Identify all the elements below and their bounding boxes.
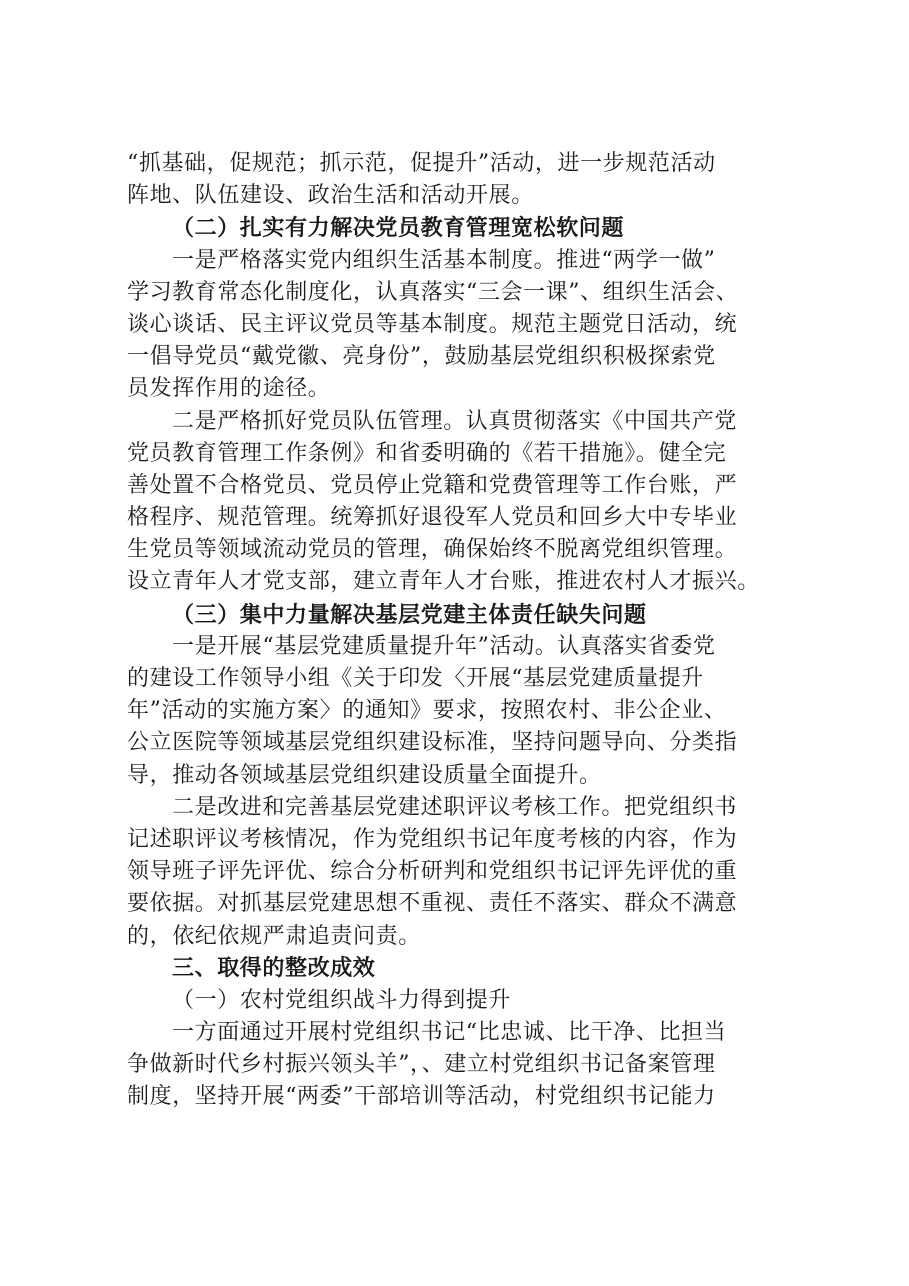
- body-text-line: 员发挥作用的途径。: [127, 376, 331, 402]
- body-text-line: 制度，坚持开展“两委”干部培训等活动，村党组织书记能力: [127, 1084, 716, 1110]
- body-text-line: 要依据。对抓基层党建思想不重视、责任不落实、群众不满意: [127, 891, 738, 917]
- body-text-line: 设立青年人才党支部，建立青年人才台账，推进农村人才振兴。: [127, 569, 760, 595]
- subsection-heading: （一）农村党组织战斗力得到提升: [172, 987, 512, 1013]
- paragraph-first-line: 一是开展“基层党建质量提升年”活动。认真落实省委党: [172, 633, 716, 659]
- paragraph-first-line: 二是严格抓好党员队伍管理。认真贯彻落实《中国共产党: [172, 408, 738, 434]
- body-text-line: 党员教育管理工作条例》和省委明确的《若干措施》。健全完: [127, 440, 727, 466]
- body-text-line: 的，依纪依规严肃追责问责。: [127, 923, 421, 949]
- body-text-line: 公立医院等领域基层党组织建设标准，坚持问题导向、分类指: [127, 730, 738, 756]
- body-text-line: 善处置不合格党员、党员停止党籍和党费管理等工作台账，严: [127, 472, 738, 498]
- subsection-heading: （三）集中力量解决基层党建主体责任缺失问题: [172, 601, 647, 628]
- body-text-line: 格程序、规范管理。统筹抓好退役军人党员和回乡大中专毕业: [127, 505, 738, 531]
- paragraph-first-line: 二是改进和完善基层党建述职评议考核工作。把党组织书: [172, 794, 738, 820]
- body-text-line: 记述职评议考核情况，作为党组织书记年度考核的内容，作为: [127, 826, 738, 852]
- body-text-line: 年”活动的实施方案〉的通知》要求，按照农村、非公企业、: [127, 698, 727, 724]
- body-text-line: 的建设工作领导小组《关于印发〈开展“基层党建质量提升: [127, 666, 704, 691]
- body-text-line: 导，推动各领域基层党组织建设质量全面提升。: [127, 762, 602, 788]
- paragraph-first-line: 一方面通过开展村党组织书记“比忠诚、比干净、比担当: [172, 1020, 727, 1046]
- section-heading: 三、取得的整改成效: [172, 955, 376, 981]
- body-text-line: 谈心谈话、民主评议党员等基本制度。规范主题党日活动，统: [127, 311, 738, 337]
- body-text-line: 一倡导党员“戴党徽、亮身份”，鼓励基层党组织积极探索党: [127, 344, 716, 370]
- body-text-line: 阵地、队伍建设、政治生活和活动开展。: [127, 183, 534, 209]
- body-text-line: 学习教育常态化制度化，认真落实“三会一课”、组织生活会、: [127, 279, 739, 305]
- body-text-line: 争做新时代乡村振兴领头羊”，、建立村党组织书记备案管理: [127, 1052, 716, 1078]
- body-text-line: 生党员等领域流动党员的管理，确保始终不脱离党组织管理。: [127, 537, 738, 563]
- body-text-line: “抓基础，促规范；抓示范，促提升”活动，进一步规范活动: [127, 151, 716, 176]
- subsection-heading: （二）扎实有力解决党员教育管理宽松软问题: [172, 215, 625, 242]
- body-text-line: 领导班子评先评优、综合分析研判和党组织书记评先评优的重: [127, 859, 738, 885]
- paragraph-first-line: 一是严格落实党内组织生活基本制度。推进“两学一做”: [172, 247, 716, 273]
